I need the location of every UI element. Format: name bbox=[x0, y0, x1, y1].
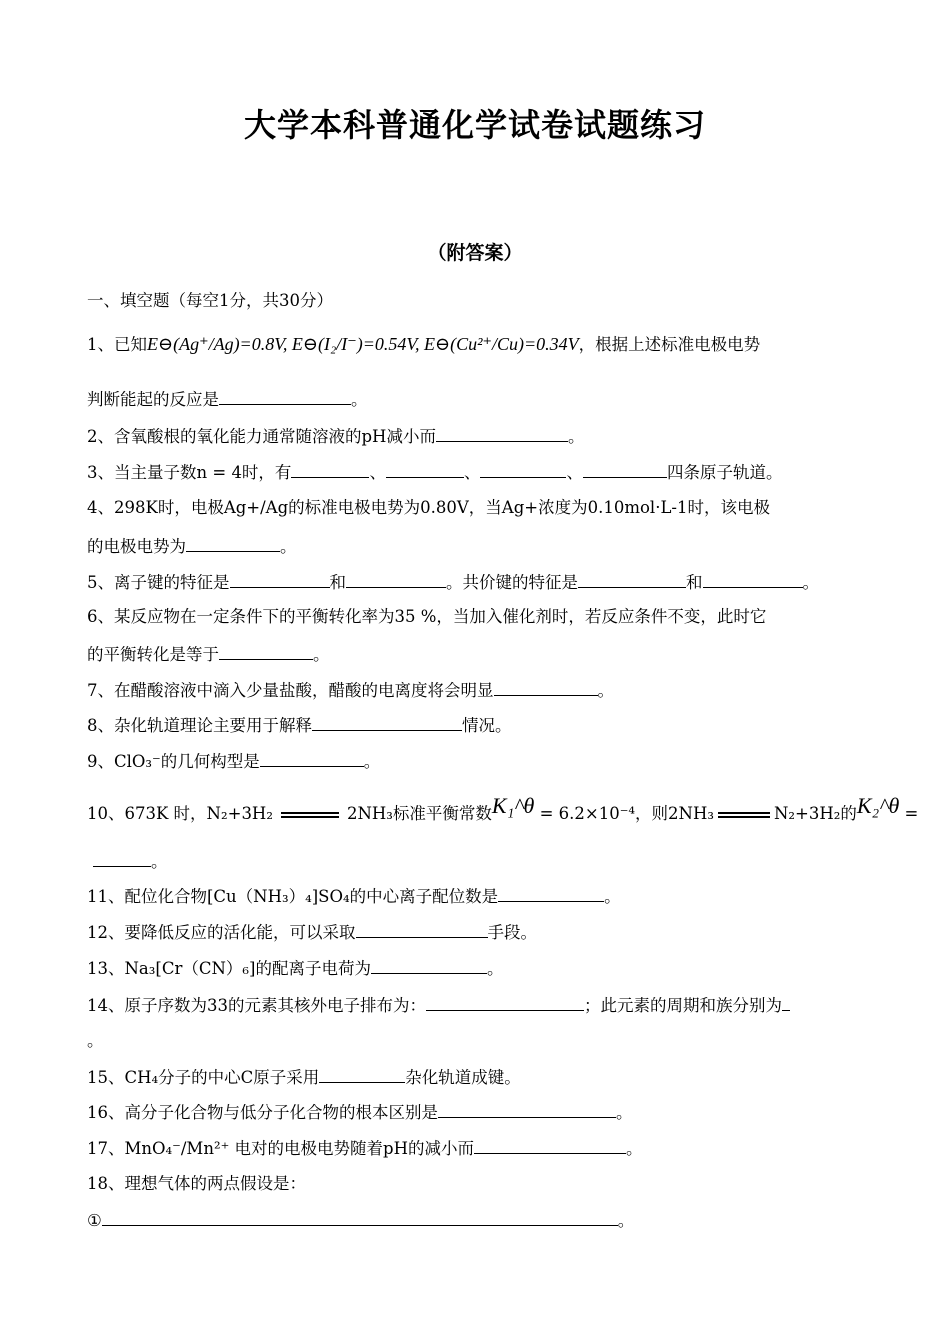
answer-blank[interactable] bbox=[346, 571, 446, 588]
answer-blank[interactable] bbox=[371, 957, 487, 974]
answer-blank[interactable] bbox=[386, 461, 464, 478]
answer-blank[interactable] bbox=[102, 1209, 618, 1226]
answer-blank[interactable] bbox=[578, 571, 686, 588]
equilibrium-arrow-icon bbox=[716, 810, 772, 820]
question-1-line2: 判断能起的反应是 。 bbox=[87, 390, 368, 409]
question-4-line2: 的电极电势为 。 bbox=[87, 537, 297, 556]
question-4: 4、298K时，电极Ag+/Ag的标准电极电势为0.80V，当Ag+浓度为0.10mol·L-1时，该电极 bbox=[87, 498, 770, 517]
answer-blank[interactable] bbox=[474, 1137, 626, 1154]
answer-blank[interactable] bbox=[426, 994, 584, 1011]
question-10: 10、673K 时，N₂+3H₂ 2NH₃标准平衡常数K₁^θ = 6.2×10⁻⁴，则2NH₃ N₂+3H₂的K₂^θ = bbox=[87, 793, 919, 823]
answer-blank[interactable] bbox=[312, 714, 462, 731]
answer-blank[interactable] bbox=[498, 885, 604, 902]
answer-blank[interactable] bbox=[494, 679, 598, 696]
question-14-line2: 。 bbox=[87, 1031, 104, 1050]
question-12: 12、要降低反应的活化能，可以采取 手段。 bbox=[87, 923, 537, 942]
section-heading: 一、填空题（每空1分，共30分） bbox=[87, 291, 333, 310]
question-6-line2: 的平衡转化是等于 。 bbox=[87, 645, 330, 664]
question-7: 7、在醋酸溶液中滴入少量盐酸，醋酸的电离度将会明显 。 bbox=[87, 681, 614, 700]
question-10-line2: 。 bbox=[93, 850, 168, 873]
question-18-item-1: ① 。 bbox=[87, 1211, 635, 1230]
page-subtitle: （附答案） bbox=[427, 242, 523, 264]
question-17: 17、MnO₄⁻/Mn²⁺ 电对的电极电势随着pH的减小而 。 bbox=[87, 1139, 643, 1158]
question-18: 18、理想气体的两点假设是： bbox=[87, 1174, 306, 1193]
question-14: 14、原子序数为33的元素其核外电子排布为： ；此元素的周期和族分别为 bbox=[87, 994, 790, 1017]
equilibrium-arrow-icon bbox=[279, 810, 341, 820]
answer-blank[interactable] bbox=[230, 571, 330, 588]
answer-blank[interactable] bbox=[219, 388, 351, 405]
question-3: 3、当主量子数n = 4时，有 、 、 、 四条原子轨道。 bbox=[87, 463, 783, 482]
question-13: 13、Na₃[Cr（CN）₆]的配离子电荷为 。 bbox=[87, 959, 504, 978]
question-5: 5、离子键的特征是 和 。共价键的特征是 和 。 bbox=[87, 573, 819, 592]
question-15: 15、CH₄分子的中心C原子采用 杂化轨道成键。 bbox=[87, 1068, 521, 1087]
answer-blank[interactable] bbox=[319, 1066, 405, 1083]
question-1: 1、已知E⊖(Ag⁺/Ag)=0.8V, E⊖(I₂/I⁻)=0.54V, E⊖(Cu²⁺/Cu)=0.34V，根据上述标准电极电势 bbox=[87, 334, 761, 354]
answer-blank[interactable] bbox=[782, 994, 790, 1011]
answer-blank[interactable] bbox=[93, 850, 151, 867]
answer-blank[interactable] bbox=[480, 461, 566, 478]
answer-blank[interactable] bbox=[291, 461, 369, 478]
answer-blank[interactable] bbox=[260, 750, 364, 767]
question-16: 16、高分子化合物与低分子化合物的根本区别是 。 bbox=[87, 1103, 633, 1122]
page-title: 大学本科普通化学试卷试题练习 bbox=[243, 106, 706, 144]
k2-constant: K₂^θ bbox=[856, 793, 900, 818]
question-8: 8、杂化轨道理论主要用于解释 情况。 bbox=[87, 716, 512, 735]
answer-blank[interactable] bbox=[436, 425, 568, 442]
question-11: 11、配位化合物[Cu（NH₃）₄]SO₄的中心离子配位数是 。 bbox=[87, 887, 621, 906]
answer-blank[interactable] bbox=[583, 461, 667, 478]
answer-blank[interactable] bbox=[703, 571, 803, 588]
answer-blank[interactable] bbox=[219, 643, 313, 660]
answer-blank[interactable] bbox=[438, 1101, 616, 1118]
answer-blank[interactable] bbox=[356, 921, 488, 938]
question-9: 9、ClO₃⁻的几何构型是 。 bbox=[87, 752, 381, 771]
question-2: 2、含氧酸根的氧化能力通常随溶液的pH减小而 。 bbox=[87, 427, 585, 446]
answer-blank[interactable] bbox=[186, 535, 280, 552]
electrode-potential-formula: E⊖(Ag⁺/Ag)=0.8V, E⊖(I₂/I⁻)=0.54V, E⊖(Cu²⁺/Cu)=0.34V bbox=[147, 334, 579, 354]
k1-constant: K₁^θ bbox=[491, 793, 535, 818]
question-6: 6、某反应物在一定条件下的平衡转化率为35 %，当加入催化剂时，若反应条件不变，此时它 bbox=[87, 607, 767, 626]
